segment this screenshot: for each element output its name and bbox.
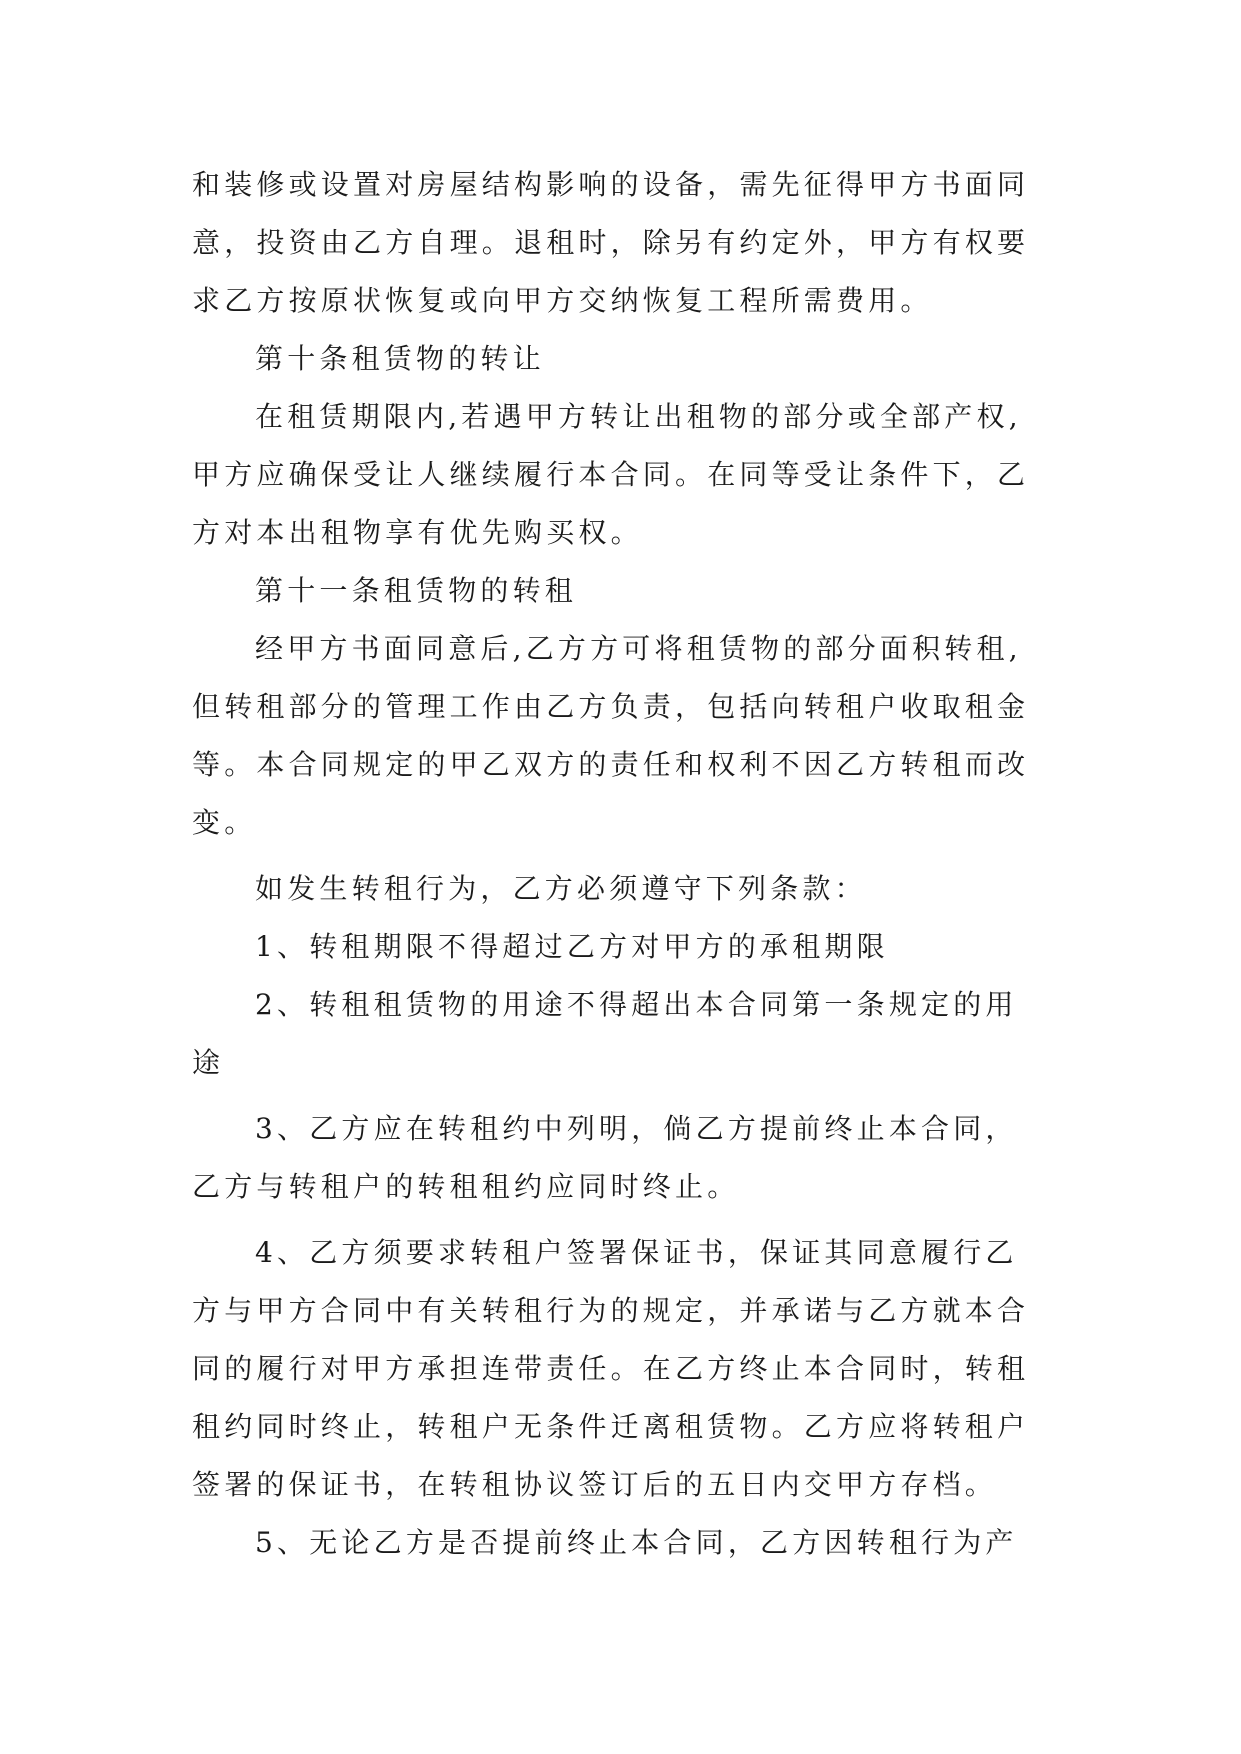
document-body [192, 156, 1052, 1572]
list-item-2: 2、转租租赁物的用途不得超出本合同第一条规定的用 [255, 988, 1018, 1021]
list-item-1: 1、转租期限不得超过乙方对甲方的承租期限 [255, 930, 889, 963]
text-line: 等。本合同规定的甲乙双方的责任和权利不因乙方转租而改 [192, 748, 1030, 781]
text-line: 在租赁期限内,若遇甲方转让出租物的部分或全部产权, [255, 400, 1022, 433]
text-line: 乙方与转租户的转租租约应同时终止。 [192, 1170, 740, 1203]
text-line: 但转租部分的管理工作由乙方负责，包括向转租户收取租金 [192, 690, 1030, 723]
text-line: 甲方应确保受让人继续履行本合同。在同等受让条件下，乙 [192, 458, 1030, 491]
text-line: 和装修或设置对房屋结构影响的设备，需先征得甲方书面同 [192, 168, 1030, 201]
list-item-5: 5、无论乙方是否提前终止本合同，乙方因转租行为产 [255, 1526, 1018, 1559]
section-heading-article-11: 第十一条租赁物的转租 [255, 574, 578, 607]
text-line: 如发生转租行为，乙方必须遵守下列条款： [255, 872, 867, 905]
text-line: 同的履行对甲方承担连带责任。在乙方终止本合同时，转租 [192, 1352, 1030, 1385]
text-line: 方对本出租物享有优先购买权。 [192, 516, 643, 549]
text-line: 租约同时终止，转租户无条件迁离租赁物。乙方应将转租户 [192, 1410, 1030, 1443]
list-item-4: 4、乙方须要求转租户签署保证书，保证其同意履行乙 [255, 1236, 1018, 1269]
text-line: 意，投资由乙方自理。退租时，除另有约定外，甲方有权要 [192, 226, 1030, 259]
list-item-3: 3、乙方应在转租约中列明，倘乙方提前终止本合同， [255, 1112, 1018, 1145]
text-line: 签署的保证书，在转租协议签订后的五日内交甲方存档。 [192, 1468, 998, 1501]
text-line: 求乙方按原状恢复或向甲方交纳恢复工程所需费用。 [192, 284, 933, 317]
section-heading-article-10: 第十条租赁物的转让 [255, 342, 545, 375]
text-line: 方与甲方合同中有关转租行为的规定，并承诺与乙方就本合 [192, 1294, 1030, 1327]
text-line: 经甲方书面同意后,乙方方可将租赁物的部分面积转租, [255, 632, 1022, 665]
text-line: 变。 [192, 806, 257, 839]
text-line: 途 [192, 1046, 225, 1079]
